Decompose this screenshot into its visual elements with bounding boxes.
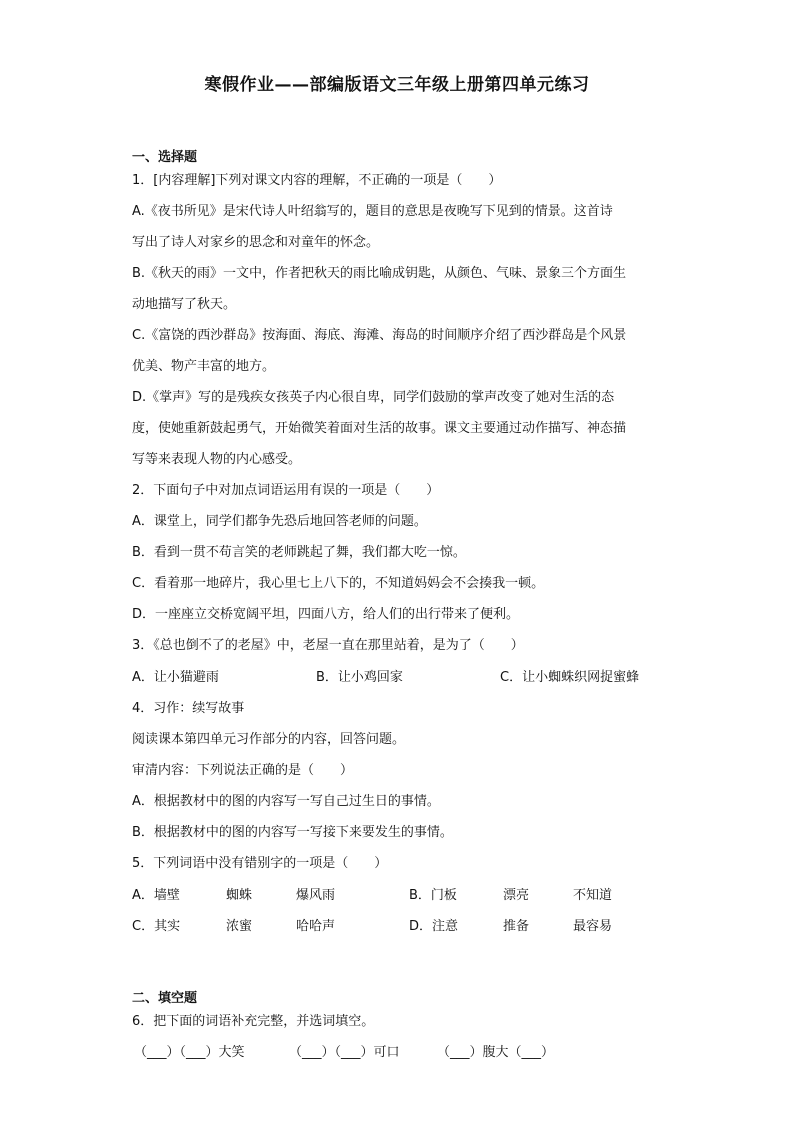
q5-stem: 5．下列词语中没有错别字的一项是（ ）: [132, 856, 388, 871]
q5-option-c-word2: 浓蜜: [226, 919, 253, 934]
q2-option-c: C．看着那一地碎片，我心里七上八下的，不知道妈妈会不会揍我一顿。: [132, 576, 545, 591]
q3-option-b: B．让小鸡回家: [316, 670, 403, 685]
section-heading-choice: 一、选择题: [132, 150, 198, 165]
q3-option-c: C．让小蜘蛛织网捉蜜蜂: [500, 670, 640, 685]
q4-option-a: A．根据教材中的图的内容写一写自己过生日的事情。: [132, 794, 440, 809]
q3-stem: 3．《总也倒不了的老屋》中，老屋一直在那里站着，是为了（ ）: [132, 638, 524, 653]
q1-option-d-line1: D.《掌声》写的是残疾女孩英子内心很自卑，同学们鼓励的掌声改变了她对生活的态: [132, 390, 615, 405]
q1-stem: 1．[内容理解]下列对课文内容的理解，不正确的一项是（ ）: [132, 173, 502, 188]
q2-option-d: D．一座座立交桥宽阔平坦，四面八方，给人们的出行带来了便利。: [132, 607, 520, 622]
q4-stem: 4．习作：续写故事: [132, 701, 245, 716]
q1-option-c-line2: 优美、物产丰富的地方。: [132, 359, 276, 374]
q1-option-c-line1: C.《富饶的西沙群岛》按海面、海底、海滩、海岛的时间顺序介绍了西沙群岛是个风景: [132, 328, 627, 343]
q5-option-d-word2: 推备: [503, 919, 530, 934]
q6-blank-group-1: （___）（___）大笑: [134, 1045, 245, 1060]
q5-option-d-word1: D．注意: [409, 919, 459, 934]
q4-option-b: B．根据教材中的图的内容写一写接下来要发生的事情。: [132, 825, 453, 840]
q5-option-c-word3: 哈哈声: [296, 919, 336, 934]
q6-blank-group-3: （___）腹大（___）: [437, 1045, 555, 1060]
q4-subquestion: 审清内容：下列说法正确的是（ ）: [132, 763, 354, 778]
q2-stem: 2．下面句子中对加点词语运用有误的一项是（ ）: [132, 483, 440, 498]
q3-option-a: A．让小猫避雨: [132, 670, 219, 685]
q1-option-b-line2: 动地描写了秋天。: [132, 297, 237, 312]
q1-option-d-line3: 写等来表现人物的内心感受。: [132, 452, 302, 467]
q5-option-a-word3: 爆风雨: [296, 888, 336, 903]
q6-blank-group-2: （___）（___）可口: [289, 1045, 400, 1060]
q2-option-a: A．课堂上，同学们都争先恐后地回答老师的问题。: [132, 514, 427, 529]
page-title: 寒假作业——部编版语文三年级上册第四单元练习: [204, 75, 590, 95]
q5-option-b-word2: 漂亮: [503, 888, 530, 903]
q1-option-b-line1: B.《秋天的雨》一文中，作者把秋天的雨比喻成钥匙，从颜色、气味、景象三个方面生: [132, 266, 627, 281]
q5-option-a-word1: A．墙壁: [132, 888, 180, 903]
q4-intro: 阅读课本第四单元习作部分的内容，回答问题。: [132, 732, 406, 747]
q5-option-d-word3: 最容易: [573, 919, 613, 934]
q1-option-a-line2: 写出了诗人对家乡的思念和对童年的怀念。: [132, 235, 380, 250]
q5-option-b-word3: 不知道: [573, 888, 613, 903]
q5-option-a-word2: 蜘蛛: [226, 888, 253, 903]
q2-option-b: B．看到一贯不苟言笑的老师跳起了舞，我们都大吃一惊。: [132, 545, 466, 560]
q1-option-d-line2: 度，使她重新鼓起勇气，开始微笑着面对生活的故事。课文主要通过动作描写、神态描: [132, 421, 627, 436]
q1-option-a-line1: A.《夜书所见》是宋代诗人叶绍翁写的，题目的意思是夜晚写下见到的情景。这首诗: [132, 204, 613, 219]
section-heading-fill: 二、填空题: [132, 991, 198, 1006]
q5-option-c-word1: C．其实: [132, 919, 181, 934]
q6-stem: 6．把下面的词语补充完整，并选词填空。: [132, 1014, 375, 1029]
q5-option-b-word1: B．门板: [409, 888, 457, 903]
